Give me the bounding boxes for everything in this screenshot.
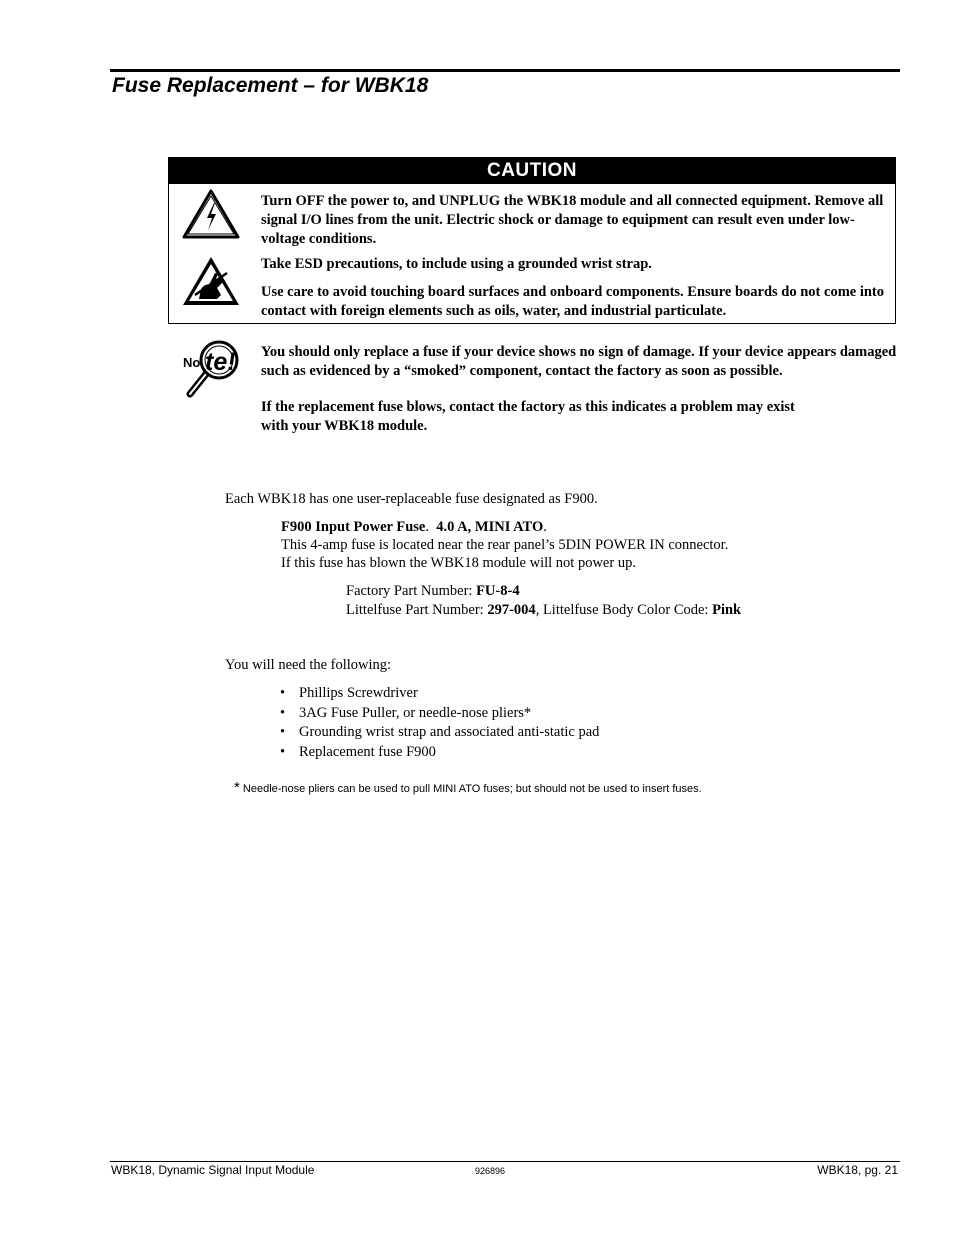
- footer-left: WBK18, Dynamic Signal Input Module: [111, 1163, 315, 1177]
- factory-part-label: Factory Part Number:: [346, 583, 477, 599]
- svg-text:te!: te!: [205, 348, 236, 376]
- note-message-damage: You should only replace a fuse if your device shows no sign of damage. If your device appears damaged such as evidenced by a “smoked” component, contact the factory as soon as possible.: [261, 344, 897, 379]
- littelfuse-part-label: Littelfuse Part Number:: [346, 602, 488, 618]
- fuse-rating: 4.0 A, MINI ATO: [436, 519, 544, 535]
- caution-message-power: Turn OFF the power to, and UNPLUG the WBK18 module and all connected equipment. Remove all signal I/O lines from the unit. Electric shock or damage to equipment can result even under low-voltage conditions.: [261, 193, 884, 247]
- list-item: • Replacement fuse F900: [280, 743, 599, 763]
- caution-message-handling: Use care to avoid touching board surfaces and onboard components. Ensure boards do not come into contact with foreign elements such as oils, water, and industrial particulate.: [261, 284, 885, 319]
- esd-warning-icon: [181, 255, 241, 307]
- svg-text:No: No: [183, 355, 201, 370]
- caution-box: [168, 157, 896, 324]
- requirements-intro: You will need the following:: [225, 657, 392, 673]
- caution-message-esd: Take ESD precautions, to include using a grounded wrist strap.: [261, 256, 652, 272]
- list-item: • Grounding wrist strap and associated anti-static pad: [280, 723, 599, 743]
- footnote-marker: *: [234, 779, 240, 796]
- intro-text: Each WBK18 has one user-replaceable fuse designated as F900.: [225, 491, 598, 507]
- footer-rule: [110, 1161, 900, 1162]
- list-item: • Phillips Screwdriver: [280, 684, 599, 704]
- fuse-description-2: If this fuse has blown the WBK18 module will not power up.: [281, 555, 636, 571]
- footnote-text: Needle-nose pliers can be used to pull MINI ATO fuses; but should not be used to insert fuses.: [239, 783, 702, 795]
- footer-right: WBK18, pg. 21: [817, 1163, 898, 1177]
- factory-part-number: [346, 582, 520, 601]
- factory-part-value: FU-8-4: [476, 583, 520, 599]
- footer-center: 926896: [475, 1166, 506, 1176]
- color-code-value: Pink: [712, 602, 742, 618]
- note-magnifier-icon: [180, 340, 242, 400]
- fuse-heading: F900 Input Power Fuse. 4.0 A, MINI ATO.: [281, 519, 547, 535]
- caution-header: CAUTION: [169, 158, 895, 184]
- footnote: [234, 779, 702, 796]
- littelfuse-part-number: [346, 601, 741, 620]
- color-code-label: , Littelfuse Body Color Code:: [535, 602, 713, 618]
- note-message-blown: If the replacement fuse blows, contact the factory as this indicates a problem may exist with your WBK18 module.: [261, 399, 795, 434]
- littelfuse-part-value: 297-004: [487, 602, 536, 618]
- fuse-name: F900 Input Power Fuse: [281, 519, 426, 535]
- fuse-description-1: This 4-amp fuse is located near the rear panel’s 5DIN POWER IN connector.: [281, 537, 729, 553]
- page-title: Fuse Replacement – for WBK18: [112, 74, 429, 97]
- list-item: • 3AG Fuse Puller, or needle-nose pliers*: [280, 704, 599, 724]
- requirements-list: [280, 684, 599, 762]
- top-rule: [110, 69, 900, 72]
- electric-shock-warning-icon: [181, 188, 241, 240]
